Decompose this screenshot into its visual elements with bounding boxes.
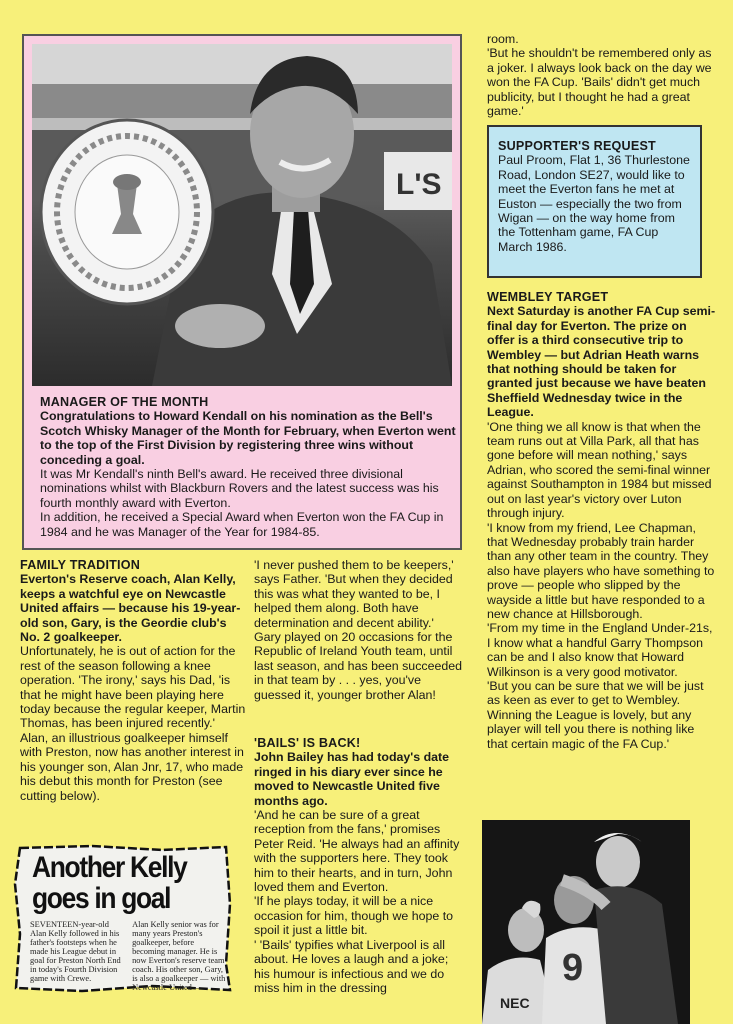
cutting-col1: SEVENTEEN-year-old Alan Kelly followed in his father's footsteps when he made his League debut in goal for Preston North End in today's Fourth Division game with Crewe.: [30, 920, 121, 983]
kendall-photo-illustration: [32, 44, 452, 386]
family-tradition-continued: [254, 558, 466, 702]
bails-is-back-article: [254, 736, 466, 995]
wembley-heading: WEMBLEY TARGET: [487, 290, 609, 304]
bails-p3: ' 'Bails' typifies what Liverpool is all about. He loves a laugh and a joke; his humour is infectious and we do miss him in the dressing: [254, 937, 449, 995]
supporters-request-body: Paul Proom, Flat 1, 36 Thurlestone Road, London SE27, would like to meet the Everton fans he met at Euston — especially the two from Wigan — on the way home from the Tottenham game, FA Cup March 1986.: [498, 153, 690, 254]
manager-of-month-lead: Congratulations to Howard Kendall on his nomination as the Bell's Scotch Whisky Manager of the Month for February, when Everton went to the top of the First Division by registering three wins without conceding a goal.: [40, 409, 456, 467]
family-p1: Unfortunately, he is out of action for the rest of the season following a knee operation. 'The irony,' says his Dad, 'is that he might have been playing here today because the regular keeper, Martin Thomas, has been injured recently.': [20, 644, 246, 731]
bails-continuation-l1: room.: [487, 32, 519, 46]
cutting-body: [30, 920, 230, 992]
shirt-sponsor: NEC: [500, 995, 530, 1011]
cutting-col2: Alan Kelly senior was for many years Preston's goalkeeper, before becoming manager. He is now Everton's reserve team coach. His other son, Gary, is also a goalkeeper — with Newcastle United —: [132, 920, 226, 992]
manager-of-month-p2: In addition, he received a Special Award when Everton won the FA Cup in 1984 and he was Manager of the Year for 1984-85.: [40, 510, 444, 539]
family-p3: 'I never pushed them to be keepers,' says Father. 'But when they decided this was what they wanted to be, I helped them along. Both have determination and decent ability.': [254, 558, 454, 630]
manager-of-month-heading: MANAGER OF THE MONTH: [40, 395, 209, 409]
celebration-photo-illustration: [482, 820, 690, 1024]
bails-continuation-l2: 'But he shouldn't be remembered only as a joker. I always look back on the day we won the FA Cup. 'Bails' didn't get much publicity, but I thought he had a great game.': [487, 46, 712, 119]
bails-p2: 'If he plays today, it will be a nice occasion for him, though we hope to spoil it just a little bit.: [254, 894, 454, 938]
shirt-number: 9: [562, 947, 584, 989]
bails-continuation: [487, 32, 717, 118]
family-tradition-article: [20, 558, 248, 803]
family-p2: Alan, an illustrious goalkeeper himself with Preston, now has another interest in his younger son, Alan Jnr, 17, who made his debut this month for Preston (see cutting below).: [20, 730, 244, 803]
wembley-p2: 'I know from my friend, Lee Chapman, that Wednesday probably train harder than any other team in the country. They also have players who have something to prove — people who slipped by the wayside a little but have responded to a new chance at Hillsborough.: [487, 520, 715, 621]
family-heading: FAMILY TRADITION: [20, 558, 141, 572]
supporters-request-box: [487, 125, 702, 278]
family-p4: Gary played on 20 occasions for the Republic of Ireland Youth team, until last season, and has been succeeded in that team by . . . yes, you've guessed it, younger brother Alan!: [254, 630, 463, 702]
cutting-headline: Another Kelly goes in goal: [32, 851, 187, 915]
manager-of-month-article: [40, 395, 456, 539]
family-lead: Everton's Reserve coach, Alan Kelly, keeps a watchful eye on Newcastle United affairs — because his 19-year-old son, Gary, is the Geordie club's No. 2 goalkeeper.: [20, 572, 241, 645]
supporters-request-heading: SUPPORTER'S REQUEST: [498, 139, 656, 153]
wembley-lead: Next Saturday is another FA Cup semi-final day for Everton. The prize on offer is a third consecutive trip to Wembley — but Adrian Heath warns that nothing should be taken for granted just because we have beaten Sheffield Wednesday twice in the League.: [487, 304, 716, 420]
wembley-p4: 'But you can be sure that we will be just as keen as ever to get to Wembley. Winning the League is lovely, but any player will tell you there is nothing like that certain magic of the FA Cup.': [487, 678, 704, 751]
wembley-target-article: [487, 290, 717, 751]
wembley-p1: 'One thing we all know is that when the team runs out at Villa Park, all that has gone before will mean nothing,' says Adrian, who scored the semi-final winner against Southampton in 1984 but missed out on last year's victory over Luton through injury.: [487, 419, 712, 521]
bails-p1: 'And he can be sure of a great reception from the fans,' promises Peter Reid. 'He always had an affinity with the supporters here. They took him to their hearts, and in turn, John loved them and Everton.: [254, 808, 460, 895]
banner-text: L'S: [396, 168, 442, 201]
bails-heading: 'BAILS' IS BACK!: [254, 736, 361, 750]
celebration-photo: [482, 820, 690, 1024]
wembley-p3: 'From my time in the England Under-21s, I know what a handful Garry Thompson can be and I also know that Howard Wilkinson is a very good motivator.: [487, 621, 713, 679]
manager-of-month-p1: It was Mr Kendall's ninth Bell's award. He received three divisional nominations whilst with Blackburn Rovers and the latest success was his fourth monthly award with Everton.: [40, 467, 439, 510]
bails-lead: John Bailey has had today's date ringed in his diary ever since he moved to Newcastle United five months ago.: [254, 750, 450, 808]
kendall-photo: [32, 44, 452, 386]
